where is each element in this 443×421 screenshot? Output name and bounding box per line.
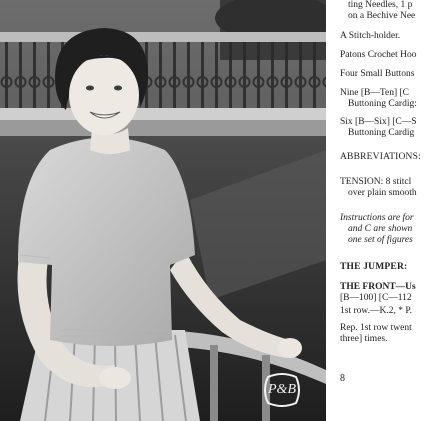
abbreviations-heading: ABBREVIATIONS: <box>340 152 421 162</box>
instructions-note: Instructions are for <box>340 213 414 223</box>
first-row-instruction: 1st row.—K.2, * P. <box>340 306 412 316</box>
page-number: 8 <box>340 373 345 384</box>
materials-needles-line: on a Bechive Nee <box>348 11 416 21</box>
front-stitch-counts: [B—100] [C—112 <box>340 293 412 303</box>
materials-nine-buttons: Buttoning Cardig: <box>348 99 417 109</box>
instructions-note: one set of figures <box>348 235 413 245</box>
jumper-heading: THE JUMPER: <box>340 262 408 272</box>
materials-six-buttons: Six [B—Six] [C—S <box>340 117 417 127</box>
repeat-instruction: Rep. 1st row twent <box>340 323 412 333</box>
materials-six-buttons: Buttoning Cardig <box>348 128 415 138</box>
materials-small-buttons: Four Small Buttons <box>340 69 415 79</box>
tension-line: over plain smooth <box>348 188 417 198</box>
patons-baldwins-logo <box>262 373 302 407</box>
materials-nine-buttons: Nine [B—Ten] [C <box>340 88 409 98</box>
tension-line: TENSION: 8 stitcl <box>340 177 412 187</box>
logo-text: P&B <box>268 382 296 397</box>
materials-crochet-hook: Patons Crochet Hoo <box>340 50 417 60</box>
materials-needles-line: ting Needles, 1 p <box>348 0 413 10</box>
repeat-instruction: three] times. <box>340 334 388 344</box>
front-heading: THE FRONT—Us <box>340 282 416 292</box>
instructions-note: and C are shown <box>348 224 413 234</box>
materials-stitch-holder: A Stitch-holder. <box>340 31 401 41</box>
pattern-text-column <box>340 0 443 421</box>
